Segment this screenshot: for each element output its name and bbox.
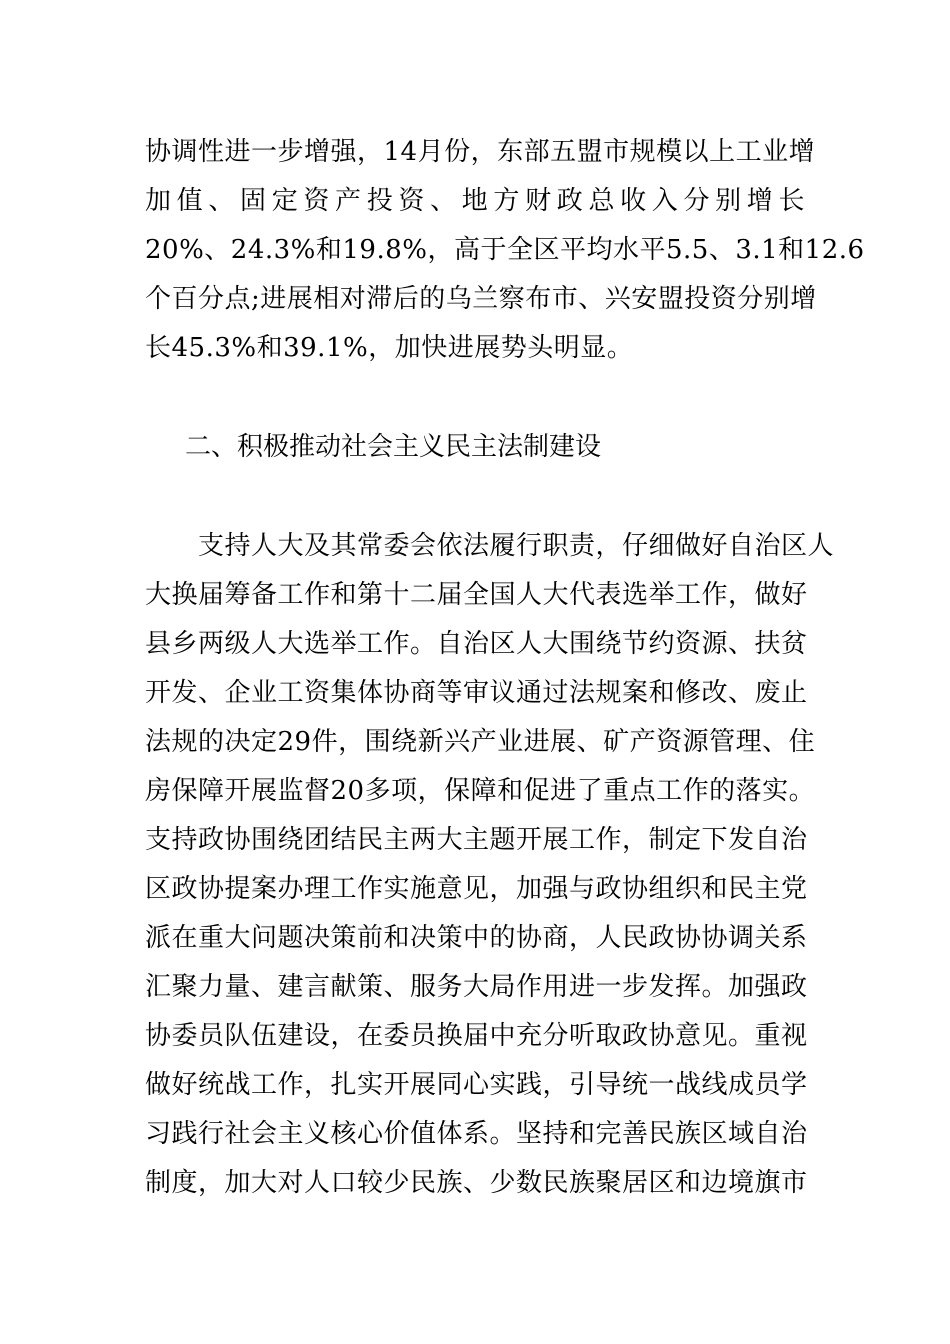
paragraph2-line-13: 习践行社会主义核心价值体系。坚持和完善民族区域自治: [145, 1119, 808, 1149]
paragraph2-line-1: 支持人大及其常委会依法履行职责，仔细做好自治区人: [145, 531, 835, 561]
paragraph2-line-7: 支持政协围绕团结民主两大主题开展工作，制定下发自治: [145, 825, 808, 855]
paragraph2-line-8: 区政协提案办理工作实施意见，加强与政协组织和民主党: [145, 874, 808, 904]
section-heading: 二、积极推动社会主义民主法制建设: [185, 432, 602, 462]
paragraph1-line-4: 个百分点;进展相对滞后的乌兰察布市、兴安盟投资分别增: [145, 284, 817, 314]
paragraph2-line-9: 派在重大问题决策前和决策中的协商，人民政协协调关系: [145, 923, 808, 953]
paragraph2-line-6: 房保障开展监督20多项，保障和促进了重点工作的落实。: [145, 776, 816, 806]
paragraph2-line-4: 开发、企业工资集体协商等审议通过法规案和修改、废止: [145, 678, 808, 708]
paragraph2-line-3: 县乡两级人大选举工作。自治区人大围绕节约资源、扶贫: [145, 629, 808, 659]
paragraph1-line-1: 协调性进一步增强，14月份，东部五盟市规模以上工业增: [145, 137, 816, 167]
paragraph1-line-2: 加值、固定资产投资、地方财政总收入分别增长: [145, 186, 805, 216]
paragraph2-line-2: 大换届筹备工作和第十二届全国人大代表选举工作，做好: [145, 580, 808, 610]
paragraph2-line-11: 协委员队伍建设，在委员换届中充分听取政协意见。重视: [145, 1021, 808, 1051]
paragraph2-line-5: 法规的决定29件，围绕新兴产业进展、矿产资源管理、住: [145, 727, 816, 757]
paragraph1-line-5: 长45.3%和39.1%，加快进展势头明显。: [145, 333, 634, 363]
paragraph2-line-12: 做好统战工作，扎实开展同心实践，引导统一战线成员学: [145, 1070, 808, 1100]
paragraph1-line-3: 20%、24.3%和19.8%，高于全区平均水平5.5、3.1和12.6: [145, 235, 865, 265]
paragraph2-line-10: 汇聚力量、建言献策、服务大局作用进一步发挥。加强政: [145, 972, 808, 1002]
paragraph2-line-14: 制度，加大对人口较少民族、少数民族聚居区和边境旗市: [145, 1168, 808, 1198]
